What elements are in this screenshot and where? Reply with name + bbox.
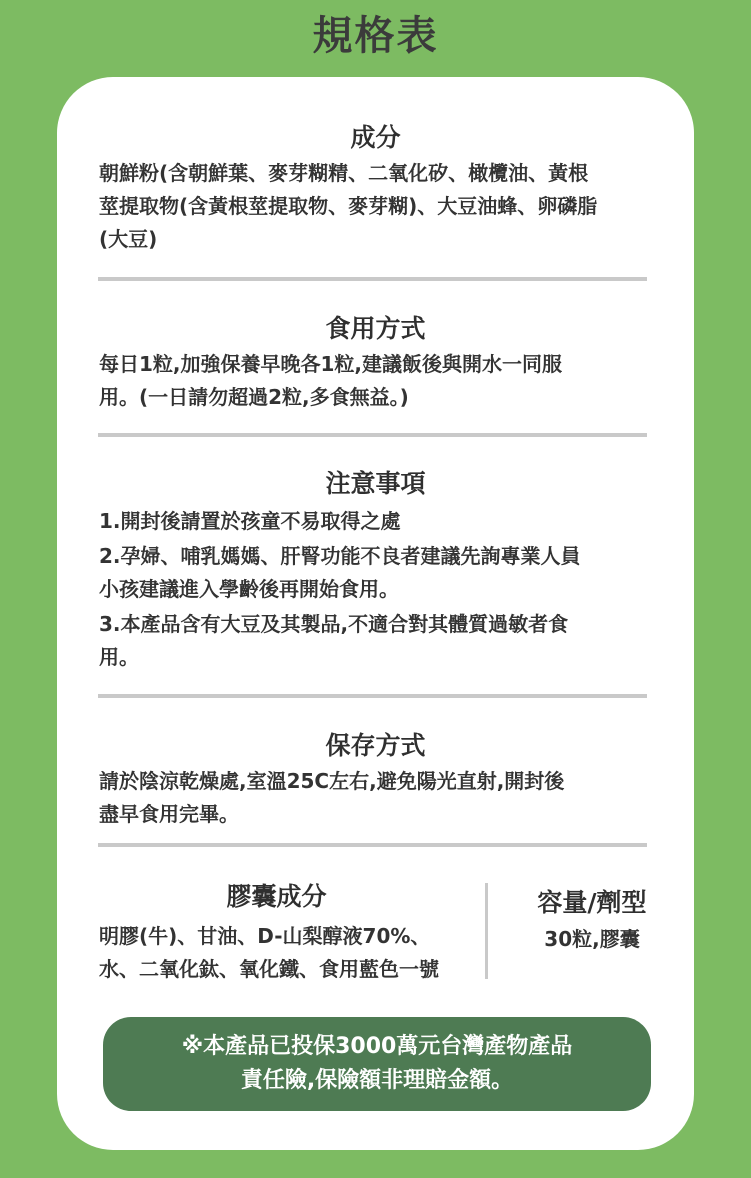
notes-line: 小孩建議進入學齡後再開始食用。 — [99, 577, 399, 601]
usage-text — [99, 348, 665, 414]
section-divider — [98, 843, 647, 847]
page-title: 規格表 — [312, 13, 439, 59]
notes-line: 1.開封後請置於孩童不易取得之處 — [99, 509, 401, 533]
ingredients-line: 朝鮮粉(含朝鮮葉、麥芽糊精、二氧化矽、橄欖油、黃根 — [99, 161, 589, 185]
notes-title: 注意事項 — [325, 469, 426, 498]
spec-card — [57, 77, 694, 1150]
storage-line: 請於陰涼乾燥處,室溫25C左右,避免陽光直射,開封後 — [99, 769, 565, 793]
notes-line: 3.本產品含有大豆及其製品,不適合對其體質過敏者食 — [99, 612, 569, 636]
section-divider — [98, 277, 647, 281]
capsule-line: 水、二氧化鈦、氧化鐵、食用藍色一號 — [99, 957, 439, 981]
column-divider — [485, 883, 488, 979]
capsule-text — [99, 920, 479, 986]
usage-line: 每日1粒,加強保養早晚各1粒,建議飯後與開水一同服 — [99, 352, 563, 376]
section-divider — [98, 694, 647, 698]
quantity-value: 30粒,膠囊 — [544, 927, 640, 951]
quantity-title: 容量/劑型 — [537, 888, 647, 917]
storage-text — [99, 765, 665, 831]
insurance-notice — [103, 1017, 651, 1111]
notes-line: 用。 — [99, 645, 139, 669]
notice-line: 責任險,保險額非理賠金額。 — [240, 1068, 514, 1093]
notes-text — [99, 505, 665, 674]
capsule-line: 明膠(牛)、甘油、D-山梨醇液70%、 — [99, 924, 431, 948]
section-divider — [98, 433, 647, 437]
usage-title: 食用方式 — [325, 314, 426, 343]
ingredients-text — [99, 157, 665, 256]
storage-line: 盡早食用完畢。 — [99, 802, 239, 826]
usage-line: 用。(一日請勿超過2粒,多食無益。) — [99, 385, 409, 409]
ingredients-line: (大豆) — [99, 227, 158, 251]
ingredients-line: 莖提取物(含黃根莖提取物、麥芽糊)、大豆油蜂、卵磷脂 — [99, 194, 598, 218]
notes-line: 2.孕婦、哺乳媽媽、肝腎功能不良者建議先詢專業人員 — [99, 544, 581, 568]
capsule-title: 膠囊成分 — [226, 882, 327, 911]
ingredients-title: 成分 — [350, 123, 401, 152]
notice-line: ※本產品已投保3000萬元台灣產物產品 — [181, 1034, 573, 1059]
storage-title: 保存方式 — [325, 731, 426, 760]
